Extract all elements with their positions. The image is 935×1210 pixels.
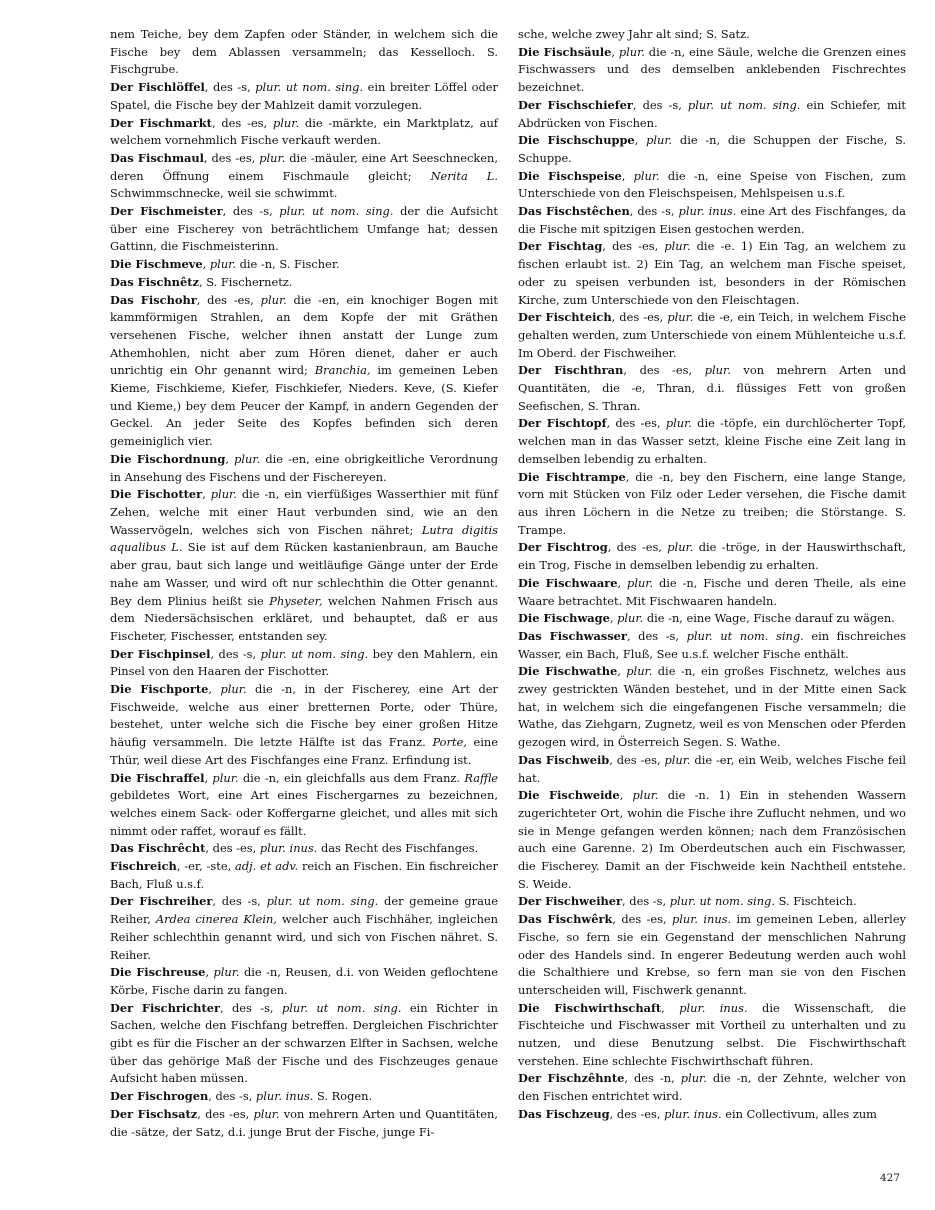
entry-headword: Die Fischreuse <box>110 965 206 980</box>
entry-text: die -n, ein vierfüßiges Wasserthier mit fünf Zehen, welche mit einer Haut verbunden sind, wie an den Wasservögeln, welches sich von Fischen nähret; <box>110 487 498 537</box>
entry-text: , <box>202 257 210 272</box>
entry-headword: Die Fischporte <box>110 682 209 697</box>
entry-text: , <box>609 611 618 626</box>
entry-headword: Das Fischweib <box>518 752 610 767</box>
entry-text: , <box>204 770 213 785</box>
entry-text: , des -s, <box>622 894 670 909</box>
entry-text: die -n, ein großes Fischnetz, welches aus zwey gestrickten Wänden bestehet, und in der Mitte einen Sack hat, in welchem sich die eingefangenen Fische versammeln; die Wathe, das Ziehgarn, Zugnetz, weil es von Menschen oder Pferden gezogen wird, in Österreich Segen. S. Wathe. <box>518 664 906 750</box>
dictionary-entry <box>518 362 906 415</box>
dictionary-entry <box>110 840 498 858</box>
entry-headword: Das Fischwasser <box>518 628 627 643</box>
dictionary-entry <box>110 858 498 893</box>
entry-headword: Die Fischweide <box>518 788 620 803</box>
entry-italic-text: Raffle <box>464 770 498 785</box>
entry-italic-text: plur. inus. <box>255 1089 314 1104</box>
entry-headword: Der Fischsatz <box>110 1106 198 1121</box>
dictionary-entry <box>110 681 498 770</box>
entry-text: der die Aufsicht über eine Fischerey von beträchtlichem Umfange hat; dessen Gattinn, die Fischmeisterinn. <box>110 204 498 254</box>
dictionary-entry <box>110 79 498 114</box>
entry-text: , <box>225 451 235 466</box>
entry-text: , <box>617 664 627 679</box>
dictionary-entry <box>110 1088 498 1106</box>
entry-text: sche, welche zwey Jahr alt sind; S. Satz. <box>518 27 750 41</box>
dictionary-entry <box>110 203 498 256</box>
entry-headword: Die Fischspeise <box>518 168 622 183</box>
entry-italic-text: plur. <box>253 1106 280 1121</box>
entry-text: welchen Nahmen Frisch aus dem Niedersächsischen erkläret, und behauptet, daß er aus Fischeter, Fischesser, entstanden sey. <box>110 593 499 643</box>
entry-text: die -n, die Schuppen der Fische, S. Schuppe. <box>518 133 907 165</box>
entry-text: , <box>661 1000 680 1015</box>
entry-headword: Die Fischordnung <box>110 451 226 466</box>
dictionary-entry <box>110 26 498 79</box>
entry-text: ein Richter in Sachen, welche den Fischfang betreffen. Dergleichen Fischrichter gibt es für die Fischer an der schwarzen Elfter in Sachsen, welche über das gehörige Maß der Fische und des Fischzeuges genaue Aufsicht haben müssen. <box>110 1000 498 1086</box>
entry-italic-text: plur. ut nom. sing. <box>669 894 775 909</box>
entry-headword: Der Fischschiefer <box>518 97 633 112</box>
entry-italic-text: plur. <box>220 682 247 697</box>
entry-text: Sie ist auf dem Rücken kastanienbraun, am Bauche aber grau, baut sich lange und weitläufige Gänge unter der Erde nahe am Wasser, und wird oft nur schlechthin die Otter genannt. Bey dem Plinius heißt sie <box>110 540 498 608</box>
entry-headword: Das Fischwêrk <box>518 912 613 927</box>
entry-headword: Das Fischnêtz <box>110 274 199 289</box>
entry-text: S. Rogen. <box>313 1089 373 1104</box>
entry-italic-text: plur. <box>664 239 691 254</box>
entry-headword: Der Fischthran <box>518 363 624 378</box>
entry-text: die -n, eine Speise von Fischen, zum Unterschiede von den Fleischspeisen, Mehlspeisen u.s.f. <box>518 168 906 201</box>
entry-text: , des -s, <box>222 204 280 219</box>
dictionary-entry <box>518 539 906 574</box>
entry-text: die -n, in der Fischerey, eine Art der Fischweide, welche aus einer bretternen Porte, oder Thüre, bestehet, unter welche sich die Fische bey einer großen Hitze häufig versammeln. Die letzte Hälfte ist das Franz. <box>110 682 498 750</box>
entry-italic-text: plur. <box>213 965 240 980</box>
dictionary-entry <box>110 451 498 486</box>
dictionary-entry <box>518 97 906 132</box>
entry-text: , des -es, <box>609 1106 665 1121</box>
entry-text: nem Teiche, bey dem Zapfen oder Ständer, in welchem sich die Fische bey dem Ablassen versammeln; das Kesselloch. S. Fischgrube. <box>110 27 498 77</box>
entry-italic-text: plur. <box>627 575 654 590</box>
entry-text: die -mäuler, eine Art Seeschnecken, deren Öffnung einem Fischmaule gleicht; <box>110 150 498 183</box>
entry-italic-text: plur. <box>680 1071 707 1086</box>
dictionary-entry <box>110 646 498 681</box>
dictionary-entry <box>518 911 906 1000</box>
entry-italic-text: plur. ut nom. sing. <box>687 97 801 112</box>
entry-italic-text: Branchia, <box>314 363 371 378</box>
entry-headword: Das Fischzeug <box>518 1106 610 1121</box>
entry-italic-text: plur. <box>259 150 286 165</box>
entry-text: die -tröge, in der Hauswirthschaft, ein Trog, Fische in demselben lebendig zu erhalten. <box>518 540 906 573</box>
entry-text: die -n, Fische und deren Theile, als eine Waare betrachtet. Mit Fischwaaren handeln. <box>518 575 906 608</box>
entry-text: , <box>611 44 619 59</box>
entry-text: die -n, der Zehnte, welcher von den Fischen entrichtet wird. <box>518 1071 906 1104</box>
entry-text: , des -es, <box>197 1106 254 1121</box>
entry-headword: Die Fischtrampe <box>518 469 626 484</box>
entry-text: , <box>208 682 221 697</box>
entry-headword: Der Fischtag <box>518 239 603 254</box>
entry-text: eine Art des Fischfanges, da die Fische mit spitzigen Eisen gestochen werden. <box>518 204 906 236</box>
dictionary-entry <box>110 256 498 274</box>
entry-text: die -töpfe, ein durchlöcherter Topf, welchen man in das Wasser setzt, kleine Fische eine Zeit lang in demselben lebendig zu erhalten. <box>518 416 906 466</box>
dictionary-entry <box>110 964 498 999</box>
dictionary-entry <box>518 132 906 167</box>
dictionary-entry <box>110 150 498 203</box>
entry-headword: Der Fischrogen <box>110 1089 209 1104</box>
entry-italic-text: plur. <box>209 257 236 272</box>
entry-italic-text: plur. inus. <box>671 912 732 927</box>
entry-italic-text: plur. ut nom. sing. <box>686 628 804 643</box>
entry-text: welcher auch Fischhäher, ingleichen Reiher schlechthin genannt wird, und sich von Fischen nähret. S. Reiher. <box>110 912 498 962</box>
entry-italic-text: plur. <box>664 752 691 767</box>
dictionary-entry <box>518 1070 906 1105</box>
entry-text: die -n. 1) Ein in stehenden Wassern zugerichteter Ort, wohin die Fische ihre Zuflucht nehmen, und wo sie in Menge gefangen werden können; nach dem Französischen auch eine Garenne. 2) Im Oberdeutschen auch ein Fischwasser, die Fischerey. Damit an der Fischweide kein Nachtheil entstehe. S. Weide. <box>518 788 906 891</box>
entry-text: ein breiter Löffel oder Spatel, die Fische bey der Mahlzeit damit vorzulegen. <box>110 80 498 112</box>
entry-headword: Der Fischrichter <box>110 1000 220 1015</box>
entry-italic-text: plur. <box>646 133 673 148</box>
entry-italic-text: plur. inus. <box>678 204 737 219</box>
entry-headword: Die Fischwathe <box>518 664 618 679</box>
entry-text: , des -es, <box>602 239 665 254</box>
entry-italic-text: plur. <box>626 664 653 679</box>
entry-italic-text: plur. <box>667 310 694 325</box>
entry-italic-text: plur. <box>632 788 659 803</box>
entry-text: das Recht des Fischfanges. <box>317 841 479 856</box>
dictionary-entry <box>110 1000 498 1089</box>
entry-italic-text: Physeter, <box>269 593 323 608</box>
dictionary-entry <box>110 893 498 964</box>
entry-headword: Das Fischmaul <box>110 150 204 165</box>
dictionary-entry <box>518 168 906 203</box>
entry-text: , des -es, <box>609 752 665 767</box>
entry-text: , des -n, <box>624 1071 681 1086</box>
dictionary-entry <box>518 752 906 787</box>
entry-italic-text: plur. <box>667 540 694 555</box>
entry-text: die -märkte, ein Marktplatz, auf welchem vornehmlich Fische verkauft werden. <box>110 115 498 148</box>
entry-text: im gemeinen Leben Kieme, Fischkieme, Kiefer, Fischkiefer, Nieders. Keve, (S. Kiefer und Kieme,) bey dem Peucer der Kampf, in andern Gegenden der Geckel. An jeder Seite des Kopfes befinden sich deren gemeiniglich vier. <box>110 363 498 449</box>
entry-headword: Der Fischweiher <box>518 894 623 909</box>
entry-headword: Der Fischreiher <box>110 894 213 909</box>
dictionary-entry <box>110 1106 498 1141</box>
entry-text: , des -es, <box>204 150 260 165</box>
entry-text: gebildetes Wort, eine Art eines Fischergarnes zu bezeichnen, welches einem Sack- oder Koffergarne gleichet, und alles mit sich nimmt oder raffet, worauf es fällt. <box>110 788 498 838</box>
entry-text: , des -es, <box>612 912 672 927</box>
entry-headword: Die Fischraffel <box>110 770 205 785</box>
entry-text: die -er, ein Weib, welches Fische feil hat. <box>518 752 906 785</box>
entry-italic-text: plur. <box>704 363 731 378</box>
entry-text: , des -s, <box>629 204 679 219</box>
entry-headword: Die Fischwage <box>518 611 610 626</box>
dictionary-entry <box>110 292 498 451</box>
entry-headword: Die Fischwirthschaft <box>518 1000 662 1015</box>
entry-italic-text: plur. <box>618 44 645 59</box>
entry-text: die -n, eine Wage, Fische darauf zu wägen. <box>643 611 895 626</box>
entry-text: , -er, -ste, <box>176 859 236 874</box>
left-column <box>110 26 498 1141</box>
dictionary-entry <box>518 663 906 752</box>
entry-italic-text: plur. <box>617 611 644 626</box>
entry-text: , <box>202 487 211 502</box>
entry-text: , S. Fischernetz. <box>198 274 293 289</box>
dictionary-entry <box>518 893 906 911</box>
dictionary-entry <box>110 770 498 841</box>
dictionary-entry <box>518 415 906 468</box>
entry-headword: Der Fischpinsel <box>110 646 211 661</box>
entry-italic-text: plur. <box>272 115 300 130</box>
entry-text: , des -s, <box>632 97 688 112</box>
entry-text: , <box>205 965 214 980</box>
entry-headword: Der Fischtopf <box>518 416 607 431</box>
entry-italic-text: Porte, <box>432 735 467 750</box>
entry-headword: Der Fischtrog <box>518 540 608 555</box>
dictionary-entry <box>518 309 906 362</box>
entry-italic-text: plur. ut nom. sing. <box>266 894 379 909</box>
entry-text: , des -s, <box>204 80 256 95</box>
entry-headword: Das Fischstêchen <box>518 204 630 219</box>
entry-headword: Das Fischrêcht <box>110 841 206 856</box>
entry-text: ein Collectivum, alles zum <box>721 1106 877 1121</box>
entry-headword: Die Fischschuppe <box>518 133 635 148</box>
dictionary-entry <box>518 628 906 663</box>
entry-text: die -en, eine obrigkeitliche Verordnung in Ansehung des Fischens und der Fischereyen. <box>110 451 498 484</box>
entry-headword: Der Fischlöffel <box>110 80 205 95</box>
entry-italic-text: Nerita L. <box>430 168 498 183</box>
entry-text: , des -s, <box>219 1000 282 1015</box>
entry-text: die Wissenschaft, die Fischteiche und Fischwasser mit Vortheil zu unterhalten und zu nutzen, und diese Benutzung selbst. Die Fischwirthschaft verstehen. Eine schlechte Fischwirthschaft führen. <box>518 1000 906 1068</box>
entry-italic-text: Lutra digitis aqualibus L. <box>110 522 498 555</box>
dictionary-entry <box>518 203 906 238</box>
entry-headword: Der Fischmeister <box>110 204 223 219</box>
entry-italic-text: plur. ut nom. sing. <box>279 204 394 219</box>
entry-text: , des -es, <box>196 292 261 307</box>
entry-text: , des -es, <box>611 310 668 325</box>
entry-text: S. Fischteich. <box>774 894 857 909</box>
dictionary-entry <box>110 115 498 150</box>
dictionary-entry <box>518 610 906 628</box>
entry-text: der gemeine graue Reiher, <box>110 894 498 927</box>
entry-italic-text: plur. <box>260 292 287 307</box>
entry-headword: Die Fischotter <box>110 487 203 502</box>
dictionary-entry <box>518 26 906 44</box>
entry-text: , des -es, <box>211 115 273 130</box>
page-number: 427 <box>880 1172 901 1184</box>
entry-text: , des -s, <box>210 646 261 661</box>
dictionary-entry <box>518 1106 906 1124</box>
entry-text: , <box>621 168 634 183</box>
entry-text: die -n, S. Fischer. <box>235 257 340 272</box>
entry-text: , des -es, <box>607 540 668 555</box>
entry-text: , des -es, <box>606 416 666 431</box>
entry-text: , des -s, <box>626 628 687 643</box>
entry-italic-text: plur. <box>665 416 692 431</box>
entry-headword: Die Fischsäule <box>518 44 612 59</box>
entry-headword: Das Fischohr <box>110 292 197 307</box>
entry-headword: Der Fischmarkt <box>110 115 212 130</box>
dictionary-entry <box>518 575 906 610</box>
right-column <box>518 26 906 1124</box>
dictionary-entry <box>110 274 498 292</box>
entry-italic-text: plur. ut nom. sing. <box>281 1000 402 1015</box>
entry-text: die -n, eine Säule, welche die Grenzen eines Fischwassers und des demselben anklebenden Fischrechtes bezeichnet. <box>518 44 906 95</box>
dictionary-entry <box>518 787 906 893</box>
entry-text: , des -s, <box>208 1089 256 1104</box>
entry-italic-text: plur. ut nom. sing. <box>260 646 369 661</box>
entry-text: die -n, Reusen, d.i. von Weiden geflochtene Körbe, Fische darin zu fangen. <box>110 965 498 997</box>
entry-italic-text: plur. inus. <box>259 841 318 856</box>
entry-text: , des -s, <box>212 894 267 909</box>
entry-text: von mehrern Arten und Quantitäten, die -sätze, der Satz, d.i. junge Brut der Fische, junge Fi- <box>110 1106 498 1139</box>
entry-italic-text: adj. et adv. <box>235 859 299 874</box>
entry-text: , <box>617 575 628 590</box>
entry-headword: Die Fischmeve <box>110 257 203 272</box>
dictionary-entry <box>518 238 906 309</box>
entry-text: eine Thür, weil diese Art des Fischfanges eine Franz. Erfindung ist. <box>110 735 498 767</box>
entry-text: die -e. 1) Ein Tag, an welchem zu fischen erlaubt ist. 2) Ein Tag, an welchem man Fische speiset, oder zu speisen verbunden ist, besonders in der Römischen Kirche, zum Unterschiede von den Fleischtagen. <box>518 239 906 307</box>
dictionary-entry <box>518 469 906 540</box>
entry-italic-text: plur. inus. <box>679 1000 748 1015</box>
entry-text: die -n, ein gleichfalls aus dem Franz. <box>238 770 465 785</box>
entry-italic-text: plur. <box>633 168 660 183</box>
entry-italic-text: plur. ut nom. sing. <box>255 80 364 95</box>
entry-italic-text: plur. <box>234 451 261 466</box>
entry-text: , die -n, bey den Fischern, eine lange Stange, vorn mit Stücken von Filz oder Leder versehen, die Fische damit aus ihren Löchern in die Netze zu treiben; die Störstange. S. Trampe. <box>518 469 906 537</box>
entry-text: ein Schiefer, mit Abdrücken von Fischen. <box>518 97 906 130</box>
entry-italic-text: plur. <box>212 770 239 785</box>
entry-headword: Die Fischwaare <box>518 575 618 590</box>
dictionary-entry <box>518 1000 906 1071</box>
entry-headword: Der Fischzêhnte <box>518 1071 625 1086</box>
entry-text: ein fischreiches Wasser, ein Bach, Fluß, See u.s.f. welcher Fische enthält. <box>518 628 906 661</box>
entry-headword: Fischreich <box>110 859 177 874</box>
entry-text: , des -es, <box>623 363 705 378</box>
entry-text: die -e, ein Teich, in welchem Fische gehalten werden, zum Unterschiede von einem Mühlenteiche u.s.f. Im Oberd. der Fischweiher. <box>518 310 906 360</box>
entry-text: reich an Fischen. Ein fischreicher Bach, Fluß u.s.f. <box>110 859 498 891</box>
entry-headword: Der Fischteich <box>518 310 612 325</box>
entry-text: von mehrern Arten und Quantitäten, die -e, Thran, d.i. flüssiges Fett von großen Seefischen, S. Thran. <box>518 363 907 413</box>
dictionary-entry <box>110 486 498 645</box>
entry-text: , <box>634 133 647 148</box>
entry-text: , <box>619 788 633 803</box>
dictionary-entry <box>518 44 906 97</box>
entry-text: die -en, ein knochiger Bogen mit kammförmigen Strahlen, an dem Kopfe der mit Gräthen versehenen Fische, welcher ihnen anstatt der Lunge zum Athemhohlen, nicht aber zum Hören dienet, daher er auch unrichtig ein Ohr genannt wird; <box>110 292 499 378</box>
entry-italic-text: plur. inus. <box>664 1106 722 1121</box>
entry-italic-text: plur. <box>210 487 237 502</box>
entry-italic-text: Ardea cinerea Klein, <box>155 912 277 927</box>
entry-text: Schwimmschnecke, weil sie schwimmt. <box>110 186 338 201</box>
entry-text: bey den Mahlern, ein Pinsel von den Haaren der Fischotter. <box>110 646 498 679</box>
entry-text: im gemeinen Leben, allerley Fische, so fern sie ein Gegenstand der menschlichen Nahrung oder des Handels sind. In engerer Bedeutung werden auch wohl die Schalthiere und Krebse, so fern man sie von den Fischen unterscheiden will, Fischwerk genannt. <box>518 912 906 997</box>
entry-text: , des -es, <box>205 841 260 856</box>
